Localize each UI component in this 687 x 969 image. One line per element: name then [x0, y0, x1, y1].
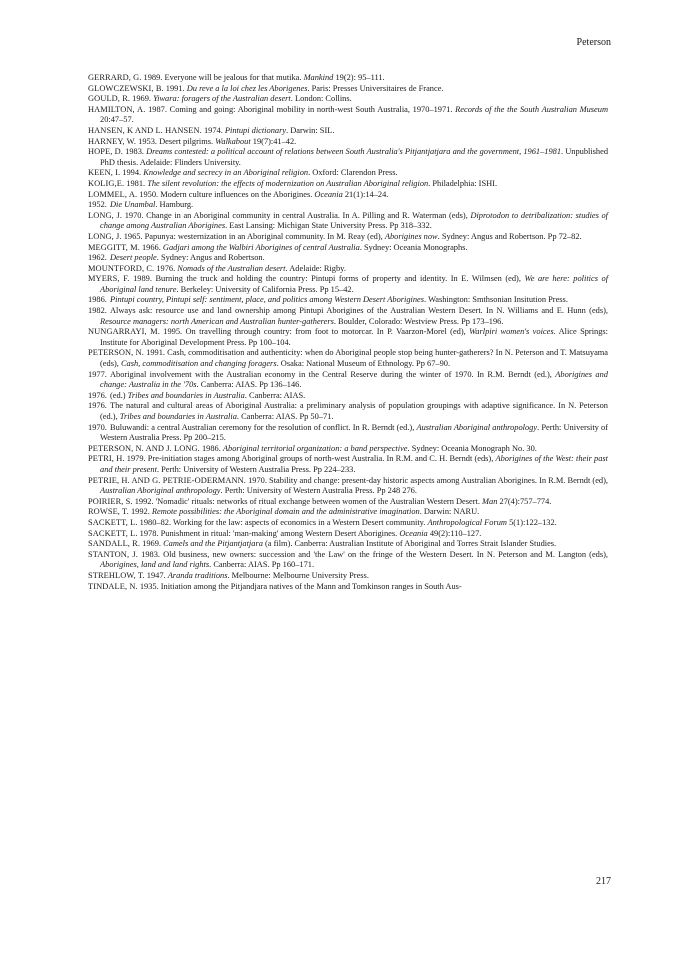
- reference-text: 1974.: [203, 125, 225, 135]
- reference-text: 1976.: [156, 263, 178, 273]
- reference-author: PETERSON, N.: [88, 348, 144, 358]
- reference-text: 1966.: [141, 242, 163, 252]
- reference-entry-tindale: [88, 582, 608, 593]
- reference-text: 1979. Pre-initiation stages among Aboriginal groups of north-west Australia. In R.M. and C. H. Berndt (eds),: [126, 454, 496, 464]
- reference-text: . Unpublished PhD thesis. Adelaide: Flinders University.: [100, 147, 609, 167]
- reference-text: . Melbourne: Melbourne University Press.: [227, 570, 369, 580]
- reference-entry-rowse: [88, 507, 608, 518]
- reference-entry-gerrard: [88, 73, 608, 84]
- reference-title: Resource managers: north American and Australian hunter-gatherers: [100, 316, 334, 326]
- reference-title: Yiwara: foragers of the Australian desert: [153, 94, 291, 104]
- reference-entry-peterson: [88, 348, 608, 369]
- reference-author: MYERS, F.: [88, 274, 130, 284]
- reference-author: GOULD, R.: [88, 94, 131, 104]
- reference-text: 1953. Desert pilgrims.: [138, 136, 216, 146]
- reference-year: 1962.: [88, 253, 107, 263]
- reference-author: GERRARD, G.: [88, 73, 142, 82]
- reference-author: STANTON, J.: [88, 549, 138, 559]
- reference-entry-meggitt2: [88, 253, 608, 264]
- reference-text: . Boulder, Colorado: Westview Press. Pp 173–196.: [333, 316, 504, 326]
- reference-text: 1983.: [125, 147, 147, 157]
- reference-title: Aborigines, land and land rights: [100, 560, 210, 570]
- reference-title: Desert people: [110, 253, 157, 263]
- reference-title: Oceania: [399, 528, 428, 538]
- reference-text: 1991. Cash, commoditisation and authenticity: when do Aboriginal people stop being hunter-gatherers? In N. Peterson and T. Matsuyama (eds),: [100, 348, 609, 369]
- reference-author: LONG, J.: [88, 231, 122, 241]
- reference-entry-glowczewski: [88, 84, 608, 95]
- reference-entry-hamilton: [88, 105, 608, 126]
- reference-text: 1989. Burning the truck and holding the country: Pintupi forms of property and identity. In E. Wilmsen (ed),: [133, 274, 525, 284]
- reference-text: . Canberra: AIAS. Pp 50–71.: [236, 412, 334, 421]
- reference-year: 1976.: [88, 390, 107, 400]
- reference-title: Gadjari among the Walbiri Aborigines of central Australia: [162, 242, 360, 252]
- reference-entry-long: [88, 211, 608, 232]
- reference-author: LOMMEL, A.: [88, 189, 138, 199]
- reference-year: 1970.: [88, 422, 107, 432]
- reference-title: Oceania: [314, 189, 343, 199]
- reference-text: . Sydney: Oceania Monograph No. 30.: [407, 443, 537, 453]
- reference-title: Cash, commoditisation and changing foragers: [120, 359, 277, 369]
- page-number: 217: [596, 876, 611, 887]
- reference-title: Walkabout: [215, 136, 251, 146]
- reference-text: 1983. Old business, new owners: succession and 'the Law' on the fringe of the Western Desert. In N. Peterson and M. Langton (eds),: [141, 549, 609, 559]
- reference-text: . Adelaide: Rigby.: [285, 263, 346, 273]
- reference-text: Buluwandi: a central Australian ceremony for the resolution of conflict. In R. Berndt (ed.),: [110, 422, 417, 432]
- reference-entry-long2: [88, 232, 608, 243]
- reference-title: Aborigines of the West: their past and their present: [100, 454, 608, 474]
- reference-text: . Perth: University of Western Australia Press. Pp 248 276.: [220, 486, 417, 496]
- reference-entry-hansen: [88, 126, 608, 137]
- reference-title: Aranda traditions: [167, 570, 228, 580]
- reference-entry-peterson3: [88, 391, 608, 402]
- reference-title: Man: [482, 496, 498, 506]
- reference-entry-meggitt: [88, 243, 608, 254]
- reference-title: Australian Aboriginal anthropology: [416, 422, 538, 432]
- reference-author: PETERSON, N. AND J. LONG.: [88, 443, 200, 453]
- reference-entry-kolig: [88, 179, 608, 190]
- reference-title: Australian Aboriginal anthropology: [100, 486, 221, 496]
- reference-title: Aborigines now: [384, 231, 438, 241]
- reference-title: Pintupi dictionary: [224, 125, 287, 135]
- reference-title: Remote possibilities: the Aboriginal domain and the administrative imagination: [151, 507, 420, 517]
- reference-text: . Osaka: National Museum of Ethnology. Pp 67–90.: [276, 359, 451, 369]
- reference-entry-myers: [88, 274, 608, 295]
- reference-text: . Oxford: Clarendon Press.: [308, 168, 398, 178]
- reference-text: 1980–82. Working for the law: aspects of economics in a Western Desert community.: [139, 517, 428, 527]
- reference-author: MOUNTFORD, C.: [88, 263, 155, 273]
- reference-text: 1978. Punishment in ritual: 'man-making' among Western Desert Aborigines.: [139, 528, 400, 538]
- reference-text: 5(1):122–132.: [506, 517, 557, 527]
- reference-text: 21(1):14–24.: [342, 189, 389, 199]
- reference-author: STREHLOW, T.: [88, 570, 145, 580]
- reference-author: MEGGITT, M.: [88, 242, 140, 252]
- reference-title: Camels and the Pitjantjatjara: [163, 539, 263, 549]
- reference-text: 1969.: [132, 94, 154, 104]
- reference-text: . Canberra: AIAS. Pp 136–146.: [196, 380, 302, 390]
- reference-entry-keen: [88, 168, 608, 179]
- reference-text: (ed.): [110, 390, 128, 400]
- reference-author: NUNGARRAYI, M.: [88, 327, 160, 337]
- reference-title: Dreams contested: a political account of relations between South Australia's Pitjantjatjara and the government, 1961–1981: [146, 147, 562, 157]
- reference-title: We are here: politics of Aboriginal land tenure: [100, 274, 609, 294]
- reference-author: LONG, J.: [88, 210, 123, 220]
- reference-text: 19(2): 95–111.: [333, 73, 385, 82]
- reference-text: 1965. Papunya: westernization in an Aboriginal community. In M. Reay (ed),: [123, 231, 385, 241]
- reference-text: . Darwin: NARU.: [419, 507, 480, 517]
- reference-text: 1947.: [146, 570, 168, 580]
- reference-text: 1950. Modern culture influences on the Aborigines.: [139, 189, 315, 199]
- reference-text: 1992.: [130, 507, 152, 517]
- reference-text: 1935. Initiation among the Pitjandjara natives of the Mann and Tomkinson ranges in South Aus-: [139, 581, 462, 591]
- reference-author: PETRI, H.: [88, 454, 125, 464]
- reference-text: . Alice Springs: Institute for Aboriginal Development Press. Pp 100–104.: [100, 327, 608, 347]
- reference-author: PETRIE, H. AND G. PETRIE-ODERMANN.: [88, 475, 246, 485]
- reference-entry-gould: [88, 94, 608, 105]
- reference-text: . Washington: Smthsonian Insitution Press.: [424, 295, 568, 305]
- reference-year: 1986.: [88, 295, 107, 305]
- reference-text: . Berkeley: University of California Press. Pp 15–42.: [176, 284, 354, 294]
- reference-text: . Canberra: AIAS.: [244, 390, 306, 400]
- reference-entry-lommel: [88, 190, 608, 201]
- reference-year: 1952.: [88, 200, 107, 210]
- reference-text: 1986.: [201, 443, 223, 453]
- reference-title: Records of the the South Australian Museum: [455, 104, 609, 114]
- reference-text: . Canberra: AIAS. Pp 160–171.: [209, 560, 315, 570]
- reference-title: Tribes and boundaries in Australia: [119, 412, 237, 421]
- reference-author: POIRIER, S.: [88, 496, 133, 506]
- reference-title: Tribes and boundaries in Australia: [127, 390, 245, 400]
- reference-text: . Darwin: SIL.: [286, 125, 335, 135]
- reference-text: . Perth: University of Western Australia Press. Pp 224–233.: [156, 464, 356, 474]
- reference-entry-harney: [88, 137, 608, 148]
- reference-title: Knowledge and secrecy in an Aboriginal religion: [143, 168, 309, 178]
- reference-text: 1992. 'Nomadic' rituals: networks of ritual exchange between women of the Australian Western Desert.: [134, 496, 483, 506]
- reference-text: 1981.: [126, 178, 148, 188]
- reference-text: . Sydney: Oceania Monographs.: [359, 242, 468, 252]
- reference-text: 1994.: [122, 168, 144, 178]
- reference-entry-lommel2: [88, 200, 608, 211]
- reference-entry-mountford: [88, 264, 608, 275]
- reference-author: KOLIG,E.: [88, 178, 125, 188]
- reference-author: ROWSE, T.: [88, 507, 129, 517]
- reference-author: SANDALL, R.: [88, 539, 141, 549]
- reference-entry-myers3: [88, 306, 608, 327]
- reference-title: Aborigines and change: Australia in the '70s: [100, 369, 608, 390]
- reference-title: Die Unambal: [110, 200, 156, 210]
- reference-entry-hope: [88, 147, 608, 168]
- reference-year: 1982.: [88, 306, 107, 316]
- reference-title: Nomads of the Australian desert: [177, 263, 286, 273]
- reference-text: . Paris: Presses Universitaires de France.: [307, 83, 444, 93]
- running-head: Peterson: [576, 37, 611, 48]
- reference-text: . Sydney: Angus and Robertson. Pp 72–82.: [437, 231, 582, 241]
- reference-entry-stanton: [88, 550, 608, 571]
- reference-title: Mankind: [303, 73, 334, 82]
- reference-entry-petrie: [88, 476, 608, 497]
- reference-text: (a film). Canberra: Australian Institute of Aboriginal and Torres Strait Islander Studies.: [262, 539, 557, 549]
- reference-entry-peterson4: [88, 401, 608, 422]
- reference-entry-sackett: [88, 518, 608, 529]
- reference-title: Anthropological Forum: [427, 517, 507, 527]
- reference-title: Diprotodon to detribalization: studies of change among Australian Aborigines: [100, 210, 608, 231]
- reference-author: SACKETT, L.: [88, 528, 138, 538]
- reference-entry-myers2: [88, 295, 608, 306]
- reference-entry-peterson-long: [88, 444, 608, 455]
- reference-author: HANSEN, K AND L. HANSEN.: [88, 125, 202, 135]
- reference-text: Always ask: resource use and land ownership among Pintupi Aborigines of the Australian Western Desert. In N. Williams and E. Hunn (eds),: [110, 306, 608, 316]
- reference-list: [88, 73, 608, 592]
- reference-text: . London: Collins.: [290, 94, 352, 104]
- reference-text: . East Lansing: Michigan State University Press. Pp 318–332.: [225, 221, 432, 231]
- reference-title: Warlpiri women's voices: [469, 327, 554, 337]
- reference-entry-nungarrayi: [88, 327, 608, 348]
- reference-title: Du reve a la loi chez les Aborigenes: [186, 83, 308, 93]
- reference-text: 1989. Everyone will be jealous for that mutika.: [143, 73, 304, 82]
- reference-text: . Sydney: Angus and Robertson.: [156, 253, 265, 263]
- reference-year: 1976.: [88, 401, 107, 411]
- reference-author: HARNEY, W.: [88, 136, 137, 146]
- reference-title: Pintupi country, Pintupi self: sentiment, place, and politics among Western Desert Aborigines: [110, 295, 425, 305]
- reference-entry-petri: [88, 454, 608, 475]
- reference-text: 1969.: [142, 539, 164, 549]
- reference-text: 19(7):41–42.: [250, 136, 297, 146]
- reference-year: 1977.: [88, 369, 107, 379]
- reference-entry-poirier: [88, 497, 608, 508]
- reference-entry-peterson2: [88, 370, 608, 391]
- reference-entry-sackett2: [88, 529, 608, 540]
- reference-author: HOPE, D.: [88, 147, 124, 157]
- reference-text: 1970. Change in an Aboriginal community in central Australia. In A. Pilling and R. Waterman (eds),: [124, 210, 471, 220]
- reference-author: HAMILTON, A.: [88, 104, 146, 114]
- reference-author: SACKETT, L.: [88, 517, 138, 527]
- reference-author: KEEN, I.: [88, 168, 121, 178]
- reference-text: . Hamburg.: [155, 200, 194, 210]
- reference-author: GLOWCZEWSKI, B.: [88, 83, 164, 93]
- reference-text: 1991.: [165, 83, 187, 93]
- reference-text: . Perth: University of Western Australia Press. Pp 200–215.: [100, 422, 608, 443]
- reference-title: The silent revolution: the effects of modernization on Australian Aboriginal religion: [147, 178, 429, 188]
- reference-author: TINDALE, N.: [88, 581, 138, 591]
- reference-text: The natural and cultural areas of Aboriginal Australia: a preliminary analysis of population groupings with adaptive significance. In N. Peterson (ed.),: [100, 401, 608, 421]
- reference-text: Aboriginal involvement with the Australian economy in the Central Reserve during the winter of 1970. In R.M. Berndt (ed.),: [110, 369, 556, 379]
- reference-title: Aboriginal territorial organization: a band perspective: [222, 443, 408, 453]
- reference-text: 1987. Coming and going: Aboriginal mobility in north-west South Australia, 1970–1971.: [148, 104, 456, 114]
- reference-text: . Philadelphia: ISHI.: [428, 178, 498, 188]
- reference-text: 1970. Stability and change: present-day historic aspects among Australian Aborigines. In R.M. Berndt (ed),: [248, 475, 608, 485]
- reference-entry-sandall: [88, 539, 608, 550]
- reference-text: 27(4):757–774.: [497, 496, 552, 506]
- reference-text: 1995. On travelling through country: from foot to motorcar. In P. Vaarzon-Morel (ed),: [163, 327, 470, 337]
- reference-text: 49(2):110–127.: [427, 528, 482, 538]
- reference-entry-strehlow: [88, 571, 608, 582]
- reference-entry-peterson5: [88, 423, 608, 444]
- reference-text: 20:47–57.: [100, 115, 134, 125]
